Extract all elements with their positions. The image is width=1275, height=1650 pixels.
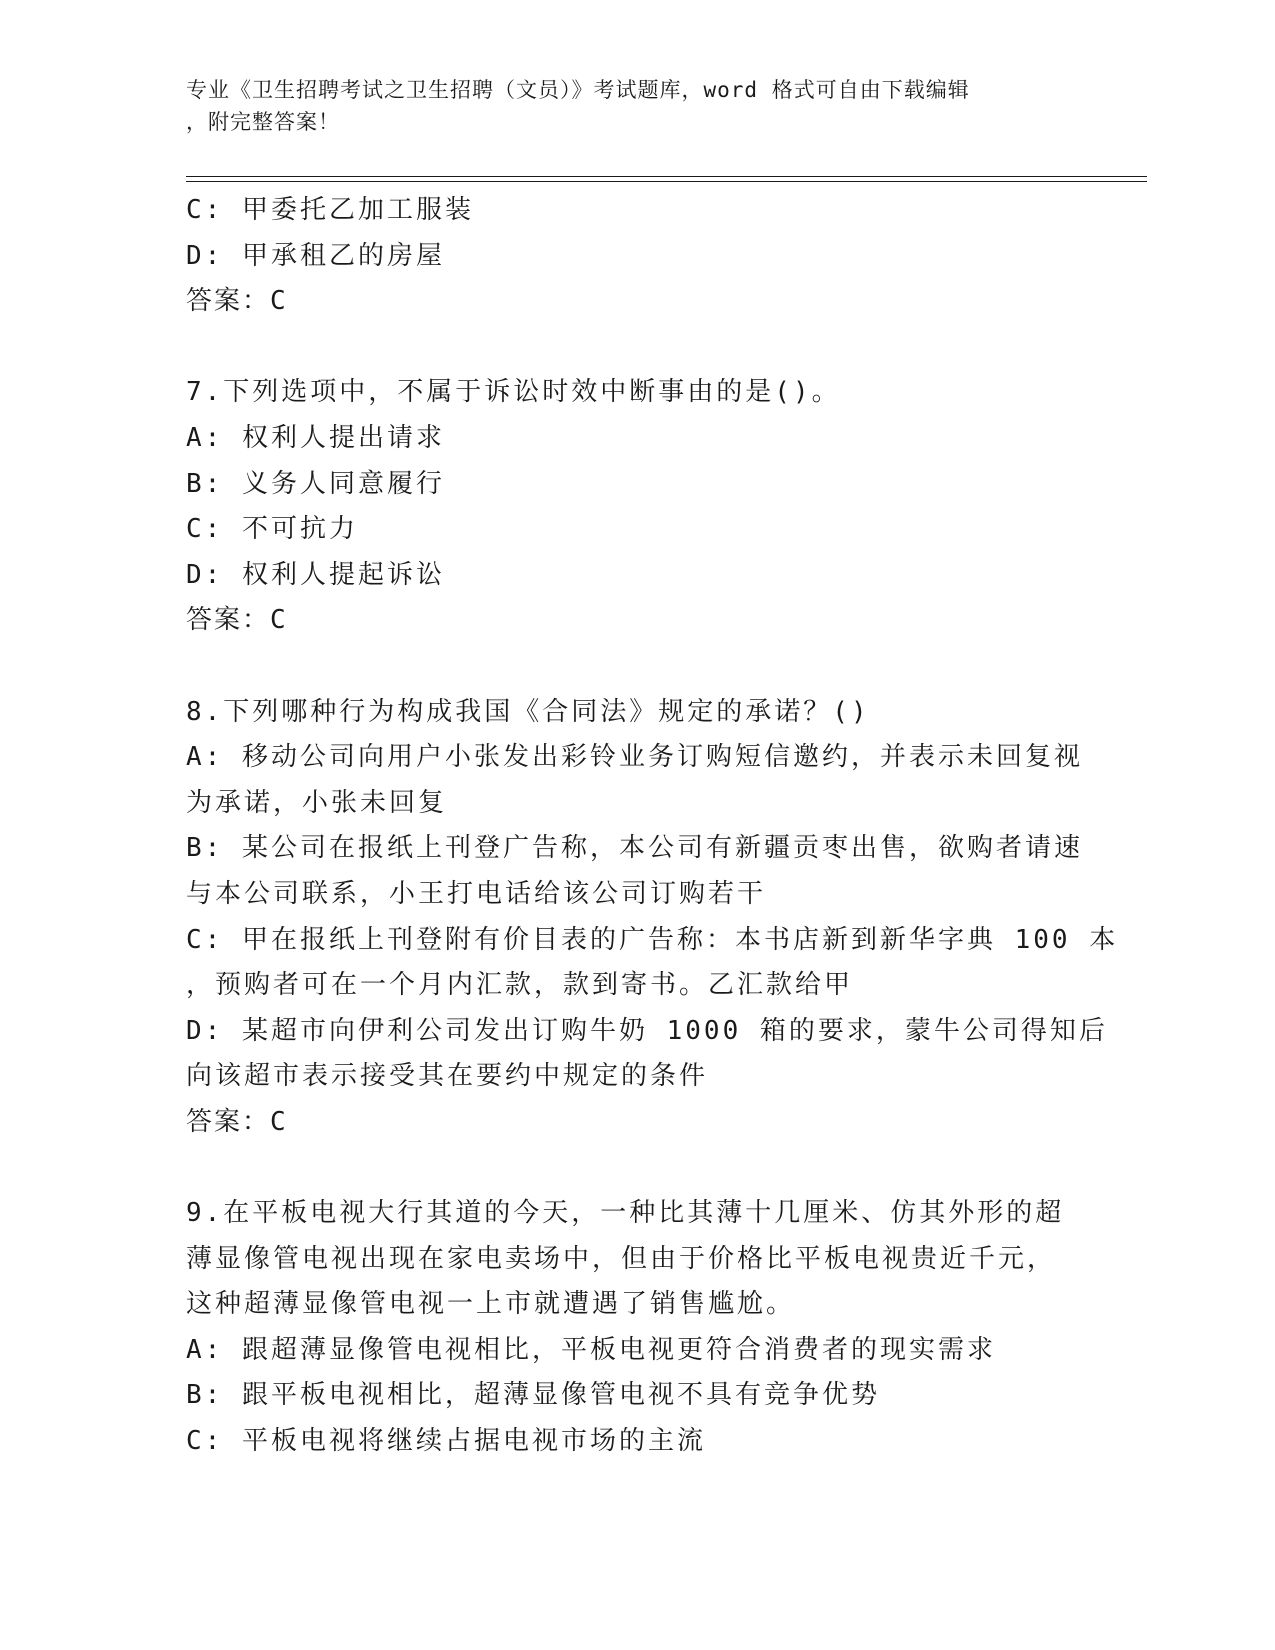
option-line: C: 平板电视将继续占据电视市场的主流 — [186, 1426, 706, 1457]
question-continuation: 这种超薄显像管电视一上市就遭遇了销售尴尬。 — [186, 1289, 796, 1320]
header-line-1: 专业《卫生招聘考试之卫生招聘（文员）》考试题库，word 格式可自由下载编辑 — [186, 78, 970, 102]
header-divider-top — [186, 176, 1147, 177]
question-continuation: 薄显像管电视出现在家电卖场中，但由于价格比平板电视贵近千元， — [186, 1243, 1057, 1274]
answer-line: 答案：C — [186, 1106, 288, 1137]
question-8-stem: 8.下列哪种行为构成我国《合同法》规定的承诺？() — [186, 696, 870, 727]
option-continuation: 向该超市表示接受其在要约中规定的条件 — [186, 1061, 709, 1092]
option-line: A: 移动公司向用户小张发出彩铃业务订购短信邀约，并表示未回复视 — [186, 742, 1083, 773]
question-7-stem: 7.下列选项中，不属于诉讼时效中断事由的是()。 — [186, 377, 841, 408]
option-line: B: 某公司在报纸上刊登广告称，本公司有新疆贡枣出售，欲购者请速 — [186, 833, 1083, 864]
question-9-stem: 9.在平板电视大行其道的今天，一种比其薄十几厘米、仿其外形的超 — [186, 1198, 1065, 1229]
option-line: D: 权利人提起诉讼 — [186, 559, 445, 590]
option-continuation: 为承诺，小张未回复 — [186, 787, 448, 818]
header-line-2: ，附完整答案！ — [186, 110, 340, 134]
option-line: C: 甲在报纸上刊登附有价目表的广告称：本书店新到新华字典 100 本 — [186, 924, 1119, 955]
blank-line — [186, 325, 1086, 371]
blank-line — [186, 644, 1086, 690]
option-line: B: 跟平板电视相比，超薄显像管电视不具有竞争优势 — [186, 1380, 880, 1411]
blank-line — [186, 1145, 1086, 1191]
option-line: A: 跟超薄显像管电视相比，平板电视更符合消费者的现实需求 — [186, 1334, 996, 1365]
option-continuation: ，预购者可在一个月内汇款，款到寄书。乙汇款给甲 — [186, 970, 854, 1001]
option-line: D: 某超市向伊利公司发出订购牛奶 1000 箱的要求，蒙牛公司得知后 — [186, 1015, 1108, 1046]
document-header — [186, 74, 1066, 138]
header-divider-bottom — [186, 181, 1147, 182]
answer-line: 答案：C — [186, 286, 288, 317]
option-line: C: 不可抗力 — [186, 514, 358, 545]
option-line: B: 义务人同意履行 — [186, 468, 445, 499]
option-line: A: 权利人提出请求 — [186, 422, 445, 453]
option-continuation: 与本公司联系，小王打电话给该公司订购若干 — [186, 878, 767, 909]
question-content — [186, 188, 1119, 1465]
answer-line: 答案：C — [186, 605, 288, 636]
option-line: C: 甲委托乙加工服装 — [186, 195, 474, 225]
option-line: D: 甲承租乙的房屋 — [186, 240, 445, 271]
